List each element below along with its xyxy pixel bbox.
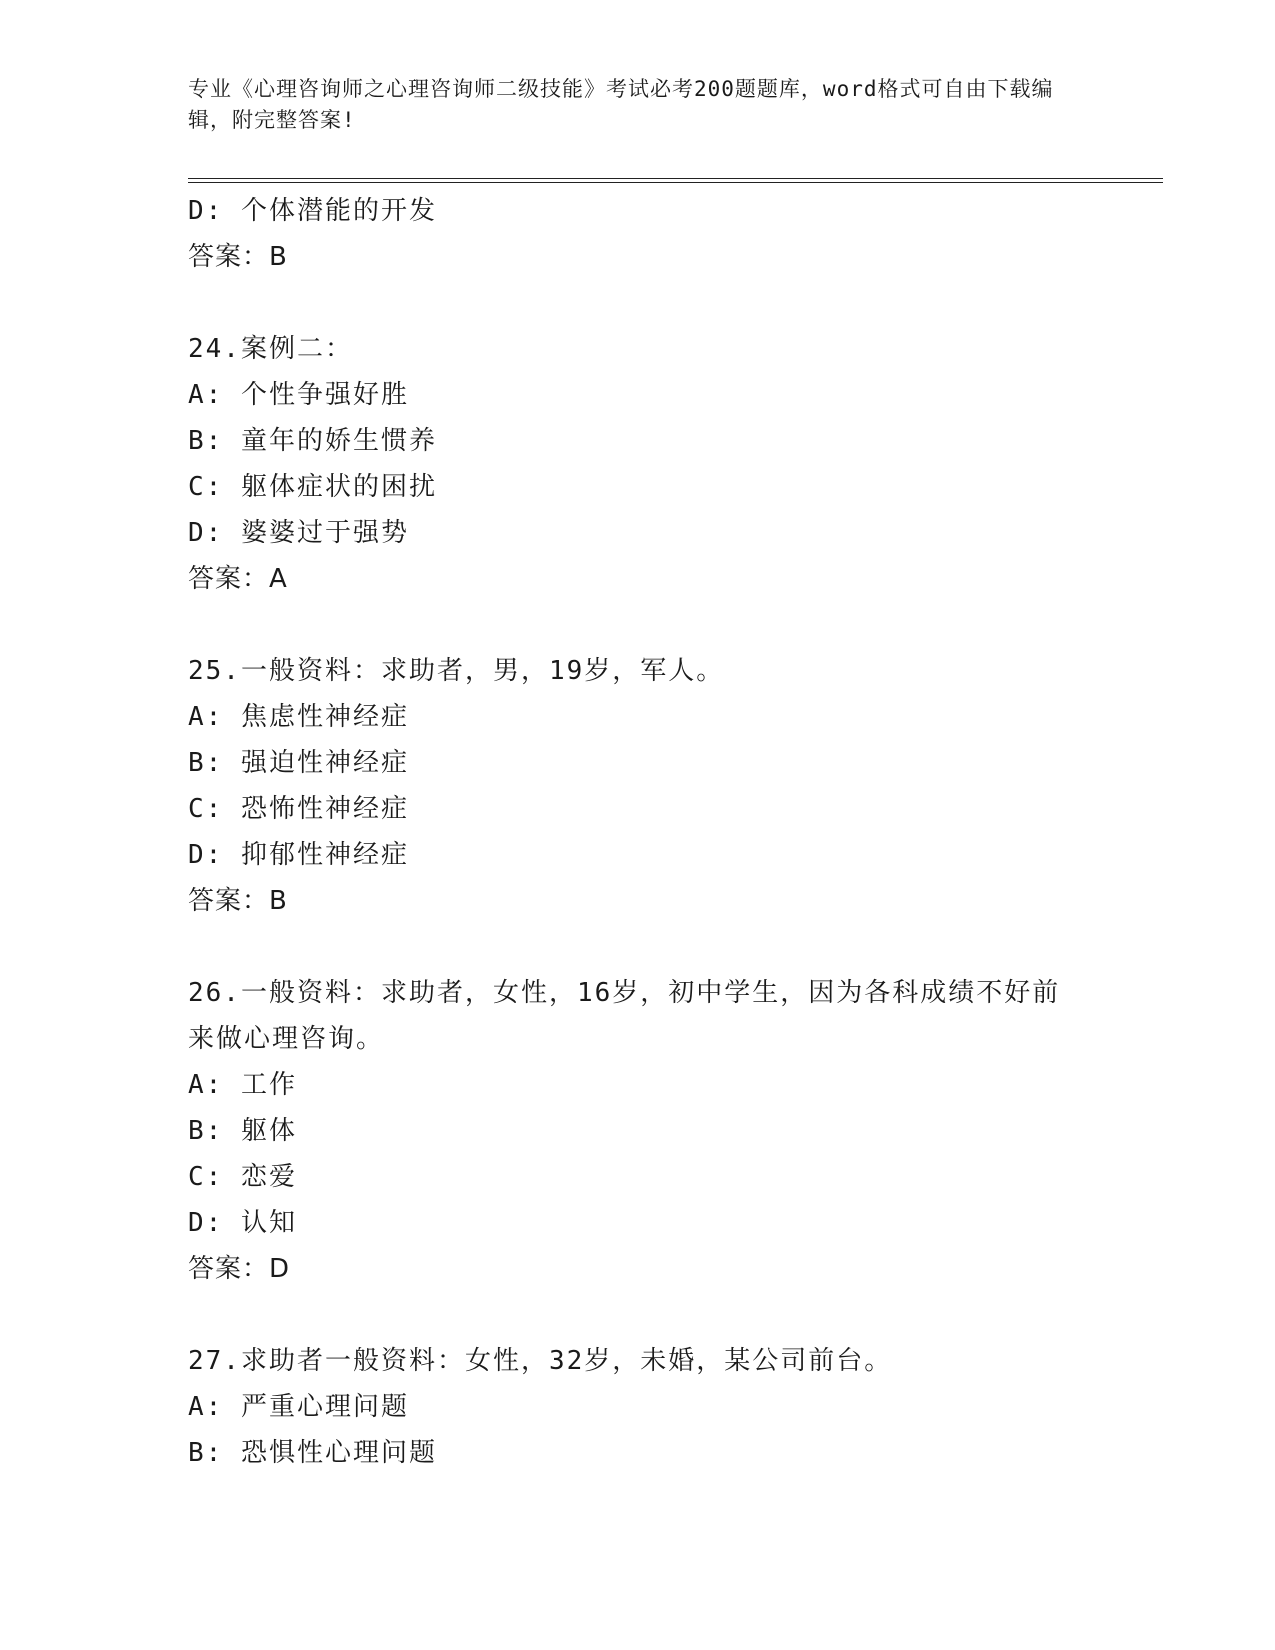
spacer [188,924,1118,970]
option-d: D: 认知 [188,1208,297,1238]
question-list [188,188,1118,1476]
answer-line: 答案：B [188,242,288,272]
question-25 [188,648,1118,924]
option-b: B: 童年的娇生惯养 [188,426,437,456]
option-a: A: 个性争强好胜 [188,380,409,410]
divider-line-top [188,178,1163,179]
option-a: A: 工作 [188,1070,297,1100]
divider-line-bottom [188,182,1163,183]
question-24 [188,326,1118,602]
question-27 [188,1338,1118,1476]
option-b: B: 恐惧性心理问题 [188,1438,437,1468]
option-c: C: 躯体症状的困扰 [188,472,437,502]
answer-line: 答案：A [188,564,288,594]
spacer [188,1292,1118,1338]
spacer [188,280,1118,326]
option-d: D: 婆婆过于强势 [188,518,409,548]
option-a: A: 严重心理问题 [188,1392,409,1422]
option-d: D: 抑郁性神经症 [188,840,409,870]
option-c: C: 恋爱 [188,1162,297,1192]
answer-line: 答案：D [188,1254,291,1284]
option-b: B: 强迫性神经症 [188,748,409,778]
header-divider [188,178,1163,183]
question-stem-line-2: 来做心理咨询。 [188,1024,385,1054]
question-fragment [188,188,1118,280]
question-stem: 25.一般资料：求助者，男，19岁，军人。 [188,656,725,686]
option-a: A: 焦虑性神经症 [188,702,409,732]
option-c: C: 恐怖性神经症 [188,794,409,824]
spacer [188,602,1118,648]
answer-line: 答案：B [188,886,288,916]
question-26 [188,970,1118,1292]
question-stem: 27.求助者一般资料：女性，32岁，未婚，某公司前台。 [188,1346,893,1376]
option-b: B: 躯体 [188,1116,297,1146]
question-stem: 24.案例二： [188,334,353,364]
question-stem-line-1: 26.一般资料：求助者，女性，16岁，初中学生，因为各科成绩不好前 [188,978,1061,1008]
document-intro: 专业《心理咨询师之心理咨询师二级技能》考试必考200题题库，word格式可自由下载编辑，附完整答案! [188,77,1054,132]
option-d: D: 个体潜能的开发 [188,196,437,226]
